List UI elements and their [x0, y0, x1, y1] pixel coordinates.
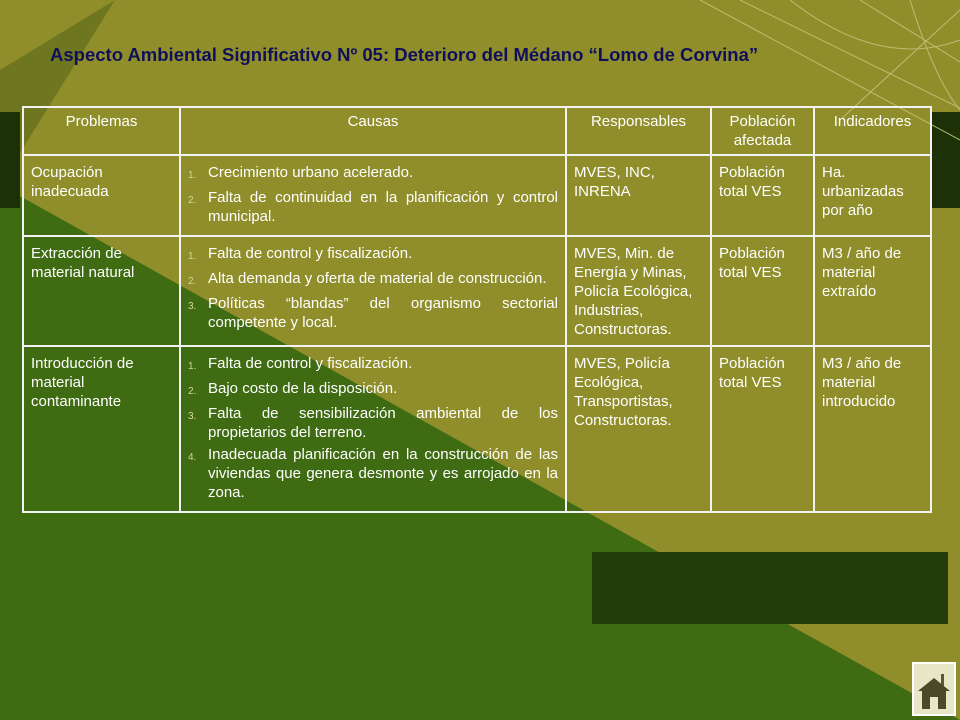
- slide-title: Aspecto Ambiental Significativo Nº 05: Deterioro del Médano “Lomo de Corvina”: [50, 44, 759, 65]
- cell-responsables: MVES, Policía Ecológica, Transportistas, Constructoras.: [566, 346, 711, 512]
- cause-item: [188, 404, 558, 442]
- cell-problema: Ocupación inadecuada: [23, 155, 180, 236]
- cause-item: [188, 269, 558, 291]
- table-row: [23, 155, 931, 236]
- home-icon: [914, 664, 954, 714]
- cause-text: Falta de control y fiscalización.: [208, 245, 413, 262]
- cause-number: 1.: [188, 361, 197, 372]
- home-button[interactable]: [912, 662, 956, 716]
- cause-number: 2.: [188, 195, 197, 206]
- cell-responsables: MVES, INC, INRENA: [566, 155, 711, 236]
- cause-number: 1.: [188, 170, 197, 181]
- cell-problema: Introducción de material contaminante: [23, 346, 180, 512]
- cause-text: Falta de control y fiscalización.: [208, 355, 413, 372]
- cause-number: 2.: [188, 386, 197, 397]
- cell-problema: Extracción de material natural: [23, 236, 180, 346]
- causes-list: [188, 244, 558, 332]
- cause-item: [188, 379, 558, 401]
- cause-item: [188, 294, 558, 332]
- cell-poblacion: Población total VES: [711, 236, 814, 346]
- cause-item: [188, 163, 558, 185]
- cause-text: Falta de continuidad en la planificación y control municipal.: [208, 189, 558, 225]
- cause-item: [188, 244, 558, 266]
- table-header-row: [23, 107, 931, 155]
- header-problemas: Problemas: [23, 107, 180, 155]
- cause-item: [188, 354, 558, 376]
- cause-item: [188, 188, 558, 226]
- cell-causas: [180, 346, 566, 512]
- cell-poblacion: Población total VES: [711, 346, 814, 512]
- header-causas: Causas: [180, 107, 566, 155]
- cause-text: Falta de sensibilización ambiental de los propietarios del terreno.: [208, 405, 558, 441]
- cause-text: Alta demanda y oferta de material de construcción.: [208, 270, 547, 287]
- cell-causas: [180, 236, 566, 346]
- cause-item: [188, 445, 558, 502]
- header-poblacion: Población afectada: [711, 107, 814, 155]
- cause-number: 2.: [188, 276, 197, 287]
- cell-indicadores: M3 / año de material introducido: [814, 346, 931, 512]
- cause-number: 4.: [188, 452, 197, 463]
- cell-causas: [180, 155, 566, 236]
- cause-text: Políticas “blandas” del organismo sectorial competente y local.: [208, 295, 558, 331]
- cause-number: 3.: [188, 411, 197, 422]
- cell-indicadores: Ha. urbanizadas por año: [814, 155, 931, 236]
- cause-text: Crecimiento urbano acelerado.: [208, 164, 414, 181]
- cell-poblacion: Población total VES: [711, 155, 814, 236]
- causes-list: [188, 354, 558, 502]
- cell-responsables: MVES, Min. de Energía y Minas, Policía Ecológica, Industrias, Constructoras.: [566, 236, 711, 346]
- causes-list: [188, 163, 558, 226]
- cause-text: Bajo costo de la disposición.: [208, 380, 398, 397]
- cause-number: 1.: [188, 251, 197, 262]
- cell-indicadores: M3 / año de material extraído: [814, 236, 931, 346]
- table-row: [23, 346, 931, 512]
- table-row: [23, 236, 931, 346]
- cause-number: 3.: [188, 301, 197, 312]
- header-indicadores: Indicadores: [814, 107, 931, 155]
- cause-text: Inadecuada planificación en la construcción de las viviendas que genera desmonte y es arrojado en la zona.: [208, 446, 558, 501]
- aspect-table: [22, 106, 932, 513]
- header-responsables: Responsables: [566, 107, 711, 155]
